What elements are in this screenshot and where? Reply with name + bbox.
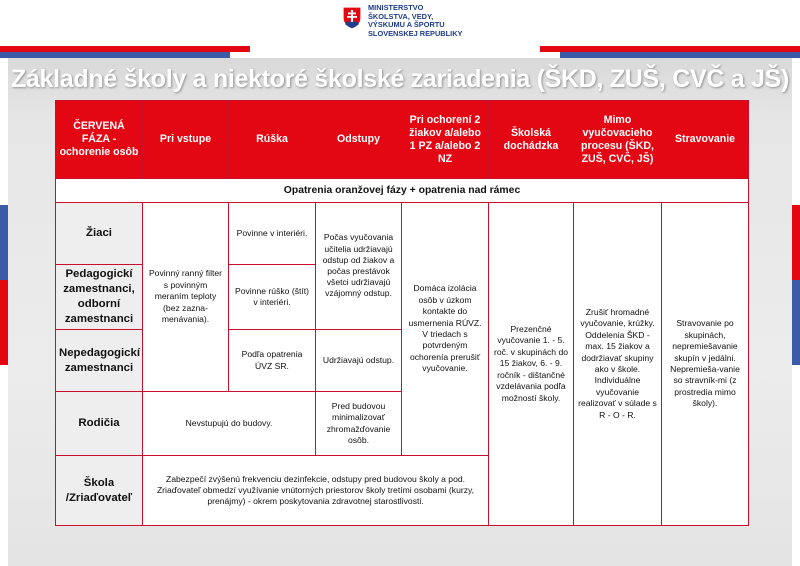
row-ziaci — [56, 203, 749, 265]
header-distancing: Odstupy — [316, 101, 402, 179]
cell-parents-distancing: Pred budovou minimalizovať zhromažďovanie osôb. — [316, 392, 402, 456]
logo-line-3: VÝSKUMU A ŠPORTU — [368, 20, 445, 30]
rowhead-ziaci: Žiaci — [56, 203, 143, 265]
header-entry: Pri vstupe — [143, 101, 229, 179]
subheader-row — [56, 179, 749, 203]
cell-masks-ziaci: Povinne v interiéri. — [229, 203, 316, 265]
cell-outside-teaching: Zrušiť hromadné vyučovanie, krúžky. Oddelenia ŠKD - max. 15 žiakov a dodržiavať skupiny ako v škole. Individuálne vyučovanie realizovať v súlade s R - O - R. — [574, 203, 662, 526]
subheader-measures: Opatrenia oranžovej fázy + opatrenia nad rámec — [56, 179, 749, 203]
cell-distancing-staff: Počas vyučovania učitelia udržiavajú odstup od žiakov a počas prestávok všetci udržiavajú vzájomný odstup. — [316, 203, 402, 330]
cell-entry-filter: Povinný ranný filter s povinným meraním teploty (bez zazna-menávania). — [143, 203, 229, 392]
header-attendance: Školská dochádzka — [489, 101, 574, 179]
cell-attendance: Prezenčné vyučovanie 1. - 5. roč. v skupinách do 15 žiakov, 6. - 9. ročník - dištančné vzdelávania podľa možností školy. — [489, 203, 574, 526]
cell-distancing-nepedagogicki: Udržiavajú odstup. — [316, 330, 402, 392]
cell-school-founder: Zabezpečí zvýšenú frekvenciu dezinfekcie, odstupy pred budovou školy a pod. Zriaďovateľ obmedzí využívanie vnútorných priestorov školy tretími osobami (kurzy, prenájmy) - okrem poskytovania zdravotnej starostlivosti. — [143, 456, 489, 526]
header-illness: Pri ochorení 2 žiakov a/alebo 1 PZ a/alebo 2 NZ — [402, 101, 489, 179]
rowhead-rodicia: Rodičia — [56, 392, 143, 456]
page-title: Základné školy a niektoré školské zariadenia (ŠKD, ZUŠ, CVČ a JŠ) — [10, 65, 790, 93]
cell-masks-pedagogicki: Povinne rúško (štít) v interiéri. — [229, 265, 316, 330]
right-blue-accent — [792, 280, 800, 365]
slovak-coat-of-arms-icon — [342, 6, 362, 30]
header-outside-teaching: Mimo vyučovacieho procesu (ŠKD, ZUŠ, CVČ, JŠ) — [574, 101, 662, 179]
rowhead-skola: Škola /Zriaďovateľ — [56, 456, 143, 526]
rowhead-pedagogicki: Pedagogickí zamestnanci, odborní zamestnanci — [56, 265, 143, 330]
cell-parents-entry: Nevstupujú do budovy. — [143, 392, 316, 456]
header-phase: ČERVENÁ FÁZA - ochorenie osôb — [56, 101, 143, 179]
left-red-accent — [0, 280, 8, 365]
rowhead-nepedagogicki: Nepedagogickí zamestnanci — [56, 330, 143, 392]
logo-line-4: SLOVENSKEJ REPUBLIKY — [368, 28, 463, 38]
header-masks: Rúška — [229, 101, 316, 179]
left-blue-accent — [0, 205, 8, 280]
ministry-logo — [342, 4, 472, 48]
right-red-accent — [792, 205, 800, 280]
cell-catering: Stravovanie po skupinách, nepremiešavanie skupín v jedálni. Nepremieša-vanie so stravník-mi (z prostredia mimo školy). — [662, 203, 749, 526]
cell-masks-nepedagogicki: Podľa opatrenia ÚVZ SR. — [229, 330, 316, 392]
header-catering: Stravovanie — [662, 101, 749, 179]
logo-line-1: MINISTERSTVO — [368, 3, 424, 12]
cell-illness-isolation: Domáca izolácia osôb v úzkom kontakte do usmernenia RÚVZ. V triedach s potvrdeným ochorenía prerušiť vyučovanie. — [402, 203, 489, 456]
measures-table — [55, 100, 749, 526]
logo-line-2: ŠKOLSTVA, VEDY, — [368, 11, 434, 21]
ministry-name — [368, 4, 462, 38]
header-row — [56, 101, 749, 179]
